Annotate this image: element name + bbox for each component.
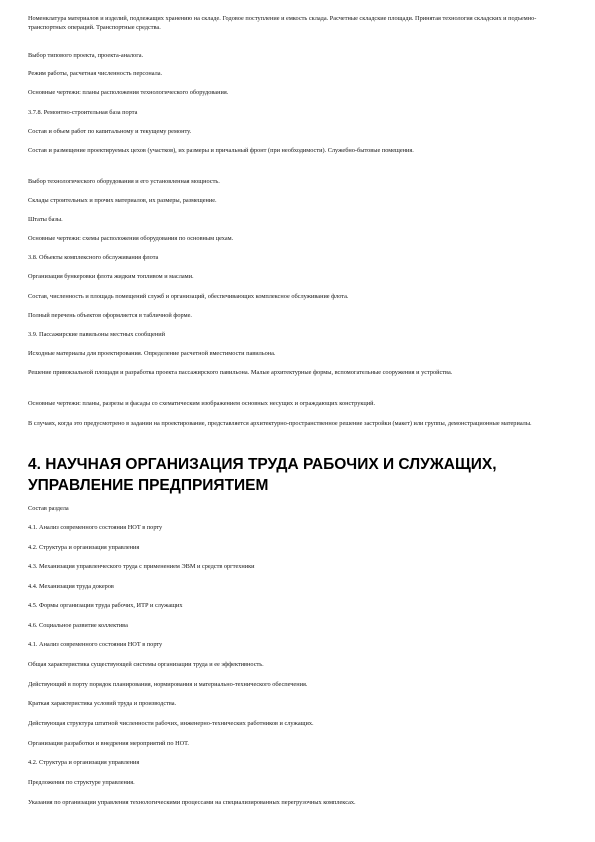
toc-item-4-6: 4.6. Социальное развитие коллектива [28, 622, 128, 629]
subsection-heading-3-9: 3.9. Пассажирские павильоны местных сообщений [28, 331, 165, 338]
toc-item-4-2: 4.2. Структура и организация управления [28, 544, 140, 551]
paragraph-source-materials: Исходные материалы для проектирования. Определение расчетной вместимости павильона. [28, 350, 276, 357]
paragraph-main-drawings-workshops: Основные чертежи: схемы расположения оборудования по основным цехам. [28, 235, 234, 242]
paragraph-process-management: Указания по организации управления технологическими процессами на специализированных перегрузочных комплексах. [28, 799, 356, 806]
paragraph-bunkering: Организация бункеровки флота жидким топливом и маслами. [28, 273, 194, 280]
paragraph-services-composition: Состав, численность и площадь помещений служб и организаций, обеспечивающих комплексное обслуживание флота. [28, 293, 349, 300]
paragraph-base-staff: Штаты базы. [28, 216, 63, 223]
toc-item-4-1: 4.1. Анализ современного состояния НОТ в порту [28, 524, 163, 531]
paragraph-main-drawings-plans: Основные чертежи: планы, разрезы и фасады со схематическим изображением основных несущих и ограждающих конструкций. [28, 400, 376, 407]
paragraph-staff-structure: Действующая структура штатной численности рабочих, инженерно-технических работников и служащих. [28, 720, 314, 727]
paragraph-material-warehouses: Склады строительных и прочих материалов, их размеры, размещение. [28, 197, 217, 204]
paragraph-full-list: Полный перечень объектов оформляется в табличной форме. [28, 312, 192, 319]
paragraph-project-choice: Выбор типового проекта, проекта-аналога. [28, 52, 144, 59]
paragraph-station-square: Решение привокзальной площади и разработка проекта пассажирского павильона. Малые архитектурные формы, вспомогательные сооружения и устройства. [28, 369, 453, 376]
subsection-heading-3-7-8: 3.7.8. Ремонтно-строительная база порта [28, 109, 138, 116]
paragraph-warehouse-nomenclature: Номенклатура материалов и изделий, подлежащих хранению на складе. Годовое поступление и емкость склада. Расчетные складские площади. Принятая технология складских и подъемно-транспортных операций. Транспортные средства. [28, 15, 537, 31]
subsection-heading-4-2: 4.2. Структура и организация управления [28, 759, 140, 766]
paragraph-repair-scope: Состав и объем работ по капитальному и текущему ремонту. [28, 128, 192, 135]
paragraph-section-composition: Состав раздела [28, 505, 69, 512]
paragraph-general-characteristics: Общая характеристика существующей системы организации труда и ее эффективность. [28, 661, 264, 668]
paragraph-not-development: Организация разработки и внедрения мероприятий по НОТ. [28, 740, 189, 747]
toc-item-4-5: 4.5. Формы организации труда рабочих, ИТР и служащих [28, 602, 183, 609]
paragraph-planning-procedure: Действующий в порту порядок планирования, нормирования и материально-технического обеспечения. [28, 681, 308, 688]
section-heading-4: 4. НАУЧНАЯ ОРГАНИЗАЦИЯ ТРУДА РАБОЧИХ И СЛУЖАЩИХ, УПРАВЛЕНИЕ ПРЕДПРИЯТИЕМ [28, 456, 497, 494]
subsection-heading-3-8: 3.8. Объекты комплексного обслуживания флота [28, 254, 159, 261]
paragraph-structure-proposals: Предложения по структуре управления. [28, 779, 135, 786]
paragraph-workshops-layout: Состав и размещение проектируемых цехов (участков), их размеры и причальный фронт (при необходимости). Служебно-бытовые помещения. [28, 147, 414, 154]
subsection-heading-4-1: 4.1. Анализ современного состояния НОТ в порту [28, 641, 163, 648]
toc-item-4-4: 4.4. Механизация труда докеров [28, 583, 114, 590]
paragraph-work-conditions: Краткая характеристика условий труда и производства. [28, 700, 177, 707]
paragraph-architectural-solution: В случаях, когда это предусмотрено в задании на проектирование, представляется архитектурно-пространственное решение застройки (макет) или группы, демонстрационные материалы. [28, 420, 532, 427]
toc-item-4-3: 4.3. Механизация управленческого труда с применением ЭВМ и средств оргтехники [28, 563, 255, 570]
paragraph-work-mode: Режим работы, расчетная численность персонала. [28, 70, 163, 77]
paragraph-main-drawings-equipment: Основные чертежи: планы расположения технологического оборудования. [28, 89, 229, 96]
paragraph-equipment-choice: Выбор технологического оборудования и его установленная мощность. [28, 178, 220, 185]
